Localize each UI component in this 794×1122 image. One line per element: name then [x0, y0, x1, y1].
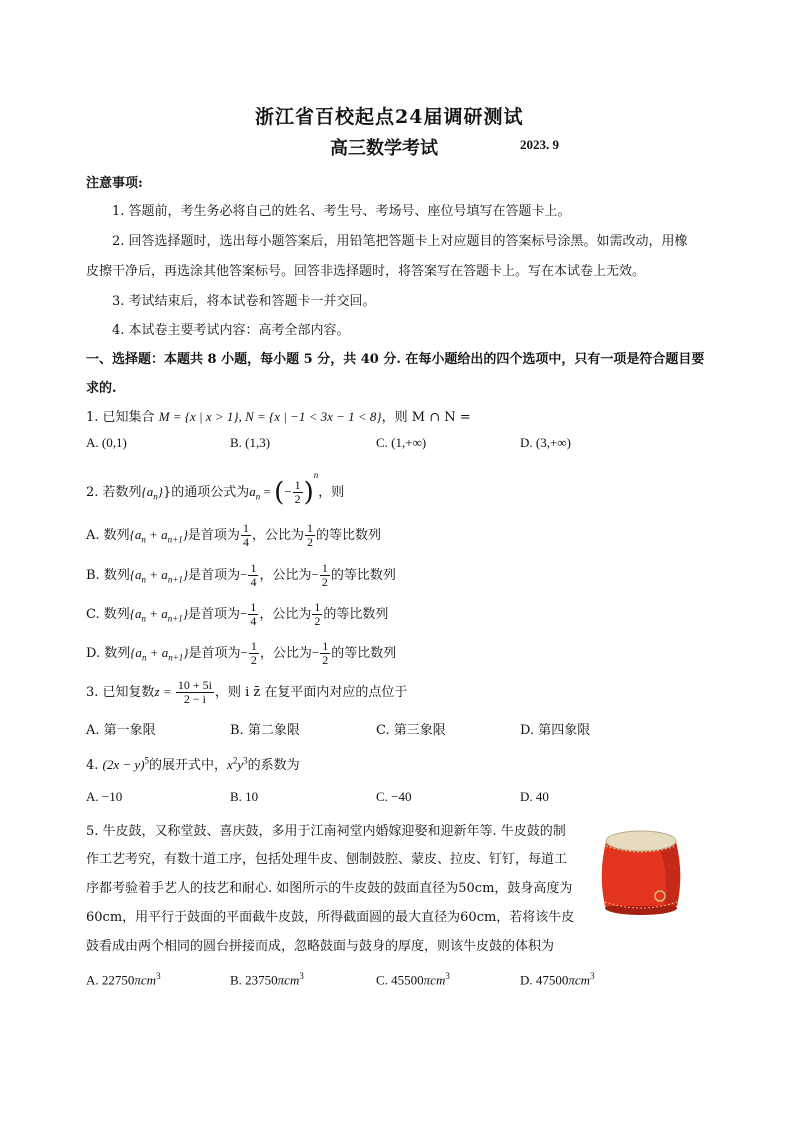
q3-option-a: A. 第一象限 — [86, 723, 156, 738]
q5-option-b: B. 23750πcm$^3$ — [230, 971, 304, 988]
q4-option-a: A. −10 — [86, 789, 123, 804]
q2-stem-mid: }的通项公式为 — [162, 485, 250, 500]
q5-option-c: C. 45500πcm$^3$ — [376, 971, 450, 988]
q3-option-b: B. 第二象限 — [230, 723, 300, 738]
q2-option-c: C. 数列$\{a_n + a_{n+1}\}$是首项为− $\frac{1}{4}$ ，公比为 $\frac{1}{2}$ 的等比数列 — [86, 600, 389, 628]
q2-stem-tail: ，则 — [318, 485, 345, 500]
q5-line-2: 作工艺考究，有数十道工序，包括处理牛皮、刨制鼓腔、蒙皮、拉皮、钉钉，每道工 — [86, 852, 568, 867]
q5-line-4: 60cm，用平行于鼓面的平面截牛皮鼓，所得截面圆的最大直径为60cm，若将该牛皮 — [86, 910, 575, 925]
notice-item-4: 4. 本试卷主要考试内容：高考全部内容。 — [112, 323, 350, 338]
q4-option-c: C. −40 — [376, 789, 412, 804]
q1-tail: ，则 M ∩ N = — [381, 410, 471, 425]
notice-item-2-cont: 皮擦干净后，再选涂其他答案标号。回答非选择题时，将答案写在答题卡上。写在本试卷上无效。 — [86, 264, 646, 279]
question-1 — [86, 406, 471, 425]
q1-num: 1. 已知集合 — [86, 410, 155, 425]
notice-item-1: 1. 答题前，考生务必将自己的姓名、考生号、考场号、座位号填写在答题卡上。 — [112, 204, 571, 219]
question-4: 4. $(2x - y)^5$的展开式中，$x^2y^3$的系数为 — [86, 755, 300, 773]
q1-option-b: B. (1,3) — [230, 435, 271, 450]
q2-seq: $\{a_n\}$ — [141, 484, 163, 502]
q5-line-3: 序都考验着手艺人的技艺和耐心. 如图所示的牛皮鼓的鼓面直径为50cm，鼓身高度为 — [86, 881, 573, 896]
q5-option-a: A. 22750πcm$^3$ — [86, 971, 161, 988]
drum-head — [606, 831, 676, 851]
q1-option-d: D. (3,+∞) — [520, 435, 571, 450]
q2-option-b: B. 数列$\{a_n + a_{n+1}\}$是首项为− $\frac{1}{4}$ ，公比为− $\frac{1}{2}$ 的等比数列 — [86, 561, 396, 589]
q1-expr: M = {x | x > 1}, N = {x | −1 < 3x − 1 < 8} — [158, 409, 382, 424]
exam-subtitle: 高三数学考试 — [330, 138, 438, 159]
q5-line-1: 5. 牛皮鼓，又称堂鼓、喜庆鼓，多用于江南祠堂内婚嫁迎娶和迎新年等. 牛皮鼓的制 — [86, 824, 566, 839]
q2-num: 2. 若数列 — [86, 485, 142, 500]
question-2: 2. 若数列$\{a_n\}$}的通项公式为$a_n$ = (− $\frac{1}{2}$ )$^n$，则 — [86, 470, 345, 508]
exam-title: 浙江省百校起点24届调研测试 — [255, 106, 524, 128]
q4-option-d: D. 40 — [520, 789, 549, 804]
q5-line-5: 鼓看成由两个相同的圆台拼接而成，忽略鼓面与鼓身的厚度，则该牛皮鼓的体积为 — [86, 939, 555, 954]
q2-frac: $\frac{1}{2}$ — [294, 478, 301, 506]
question-3: 3. 已知复数z = $\frac{10 + 5i}{2 - i}$ ，则 i z̄ 在复平面内对应的点位于 — [86, 678, 408, 706]
q5-option-d: D. 47500πcm$^3$ — [520, 971, 595, 988]
section-heading: 一、选择题：本题共 8 小题，每小题 5 分，共 40 分. 在每小题给出的四个选项中，只有一项是符合题目要 — [86, 352, 705, 367]
q4-option-b: B. 10 — [230, 789, 259, 804]
q2-option-d: D. 数列$\{a_n + a_{n+1}\}$是首项为− $\frac{1}{2}$ ，公比为− $\frac{1}{2}$ 的等比数列 — [86, 639, 397, 667]
exam-date: 2023. 9 — [520, 137, 559, 152]
q3-frac: $\frac{10 + 5i}{2 - i}$ — [177, 678, 212, 706]
q3-option-d: D. 第四象限 — [520, 723, 591, 738]
q1-option-a: A. (0,1) — [86, 435, 127, 450]
drum-image — [598, 826, 684, 918]
notice-item-3: 3. 考试结束后，将本试卷和答题卡一并交回。 — [112, 294, 376, 309]
notice-heading: 注意事项: — [86, 176, 143, 191]
q2-an: $a_n$ — [249, 484, 261, 502]
q3-option-c: C. 第三象限 — [376, 723, 446, 738]
section-heading-cont: 求的. — [86, 381, 117, 396]
q2-option-a: A. 数列$\{a_n + a_{n+1}\}$是首项为 $\frac{1}{4}$ ，公比为 $\frac{1}{2}$ 的等比数列 — [86, 521, 381, 549]
q1-option-c: C. (1,+∞) — [376, 435, 427, 450]
notice-item-2: 2. 回答选择题时，选出每小题答案后，用铅笔把答题卡上对应题目的答案标号涂黑。如需改动，用橡 — [112, 234, 688, 249]
